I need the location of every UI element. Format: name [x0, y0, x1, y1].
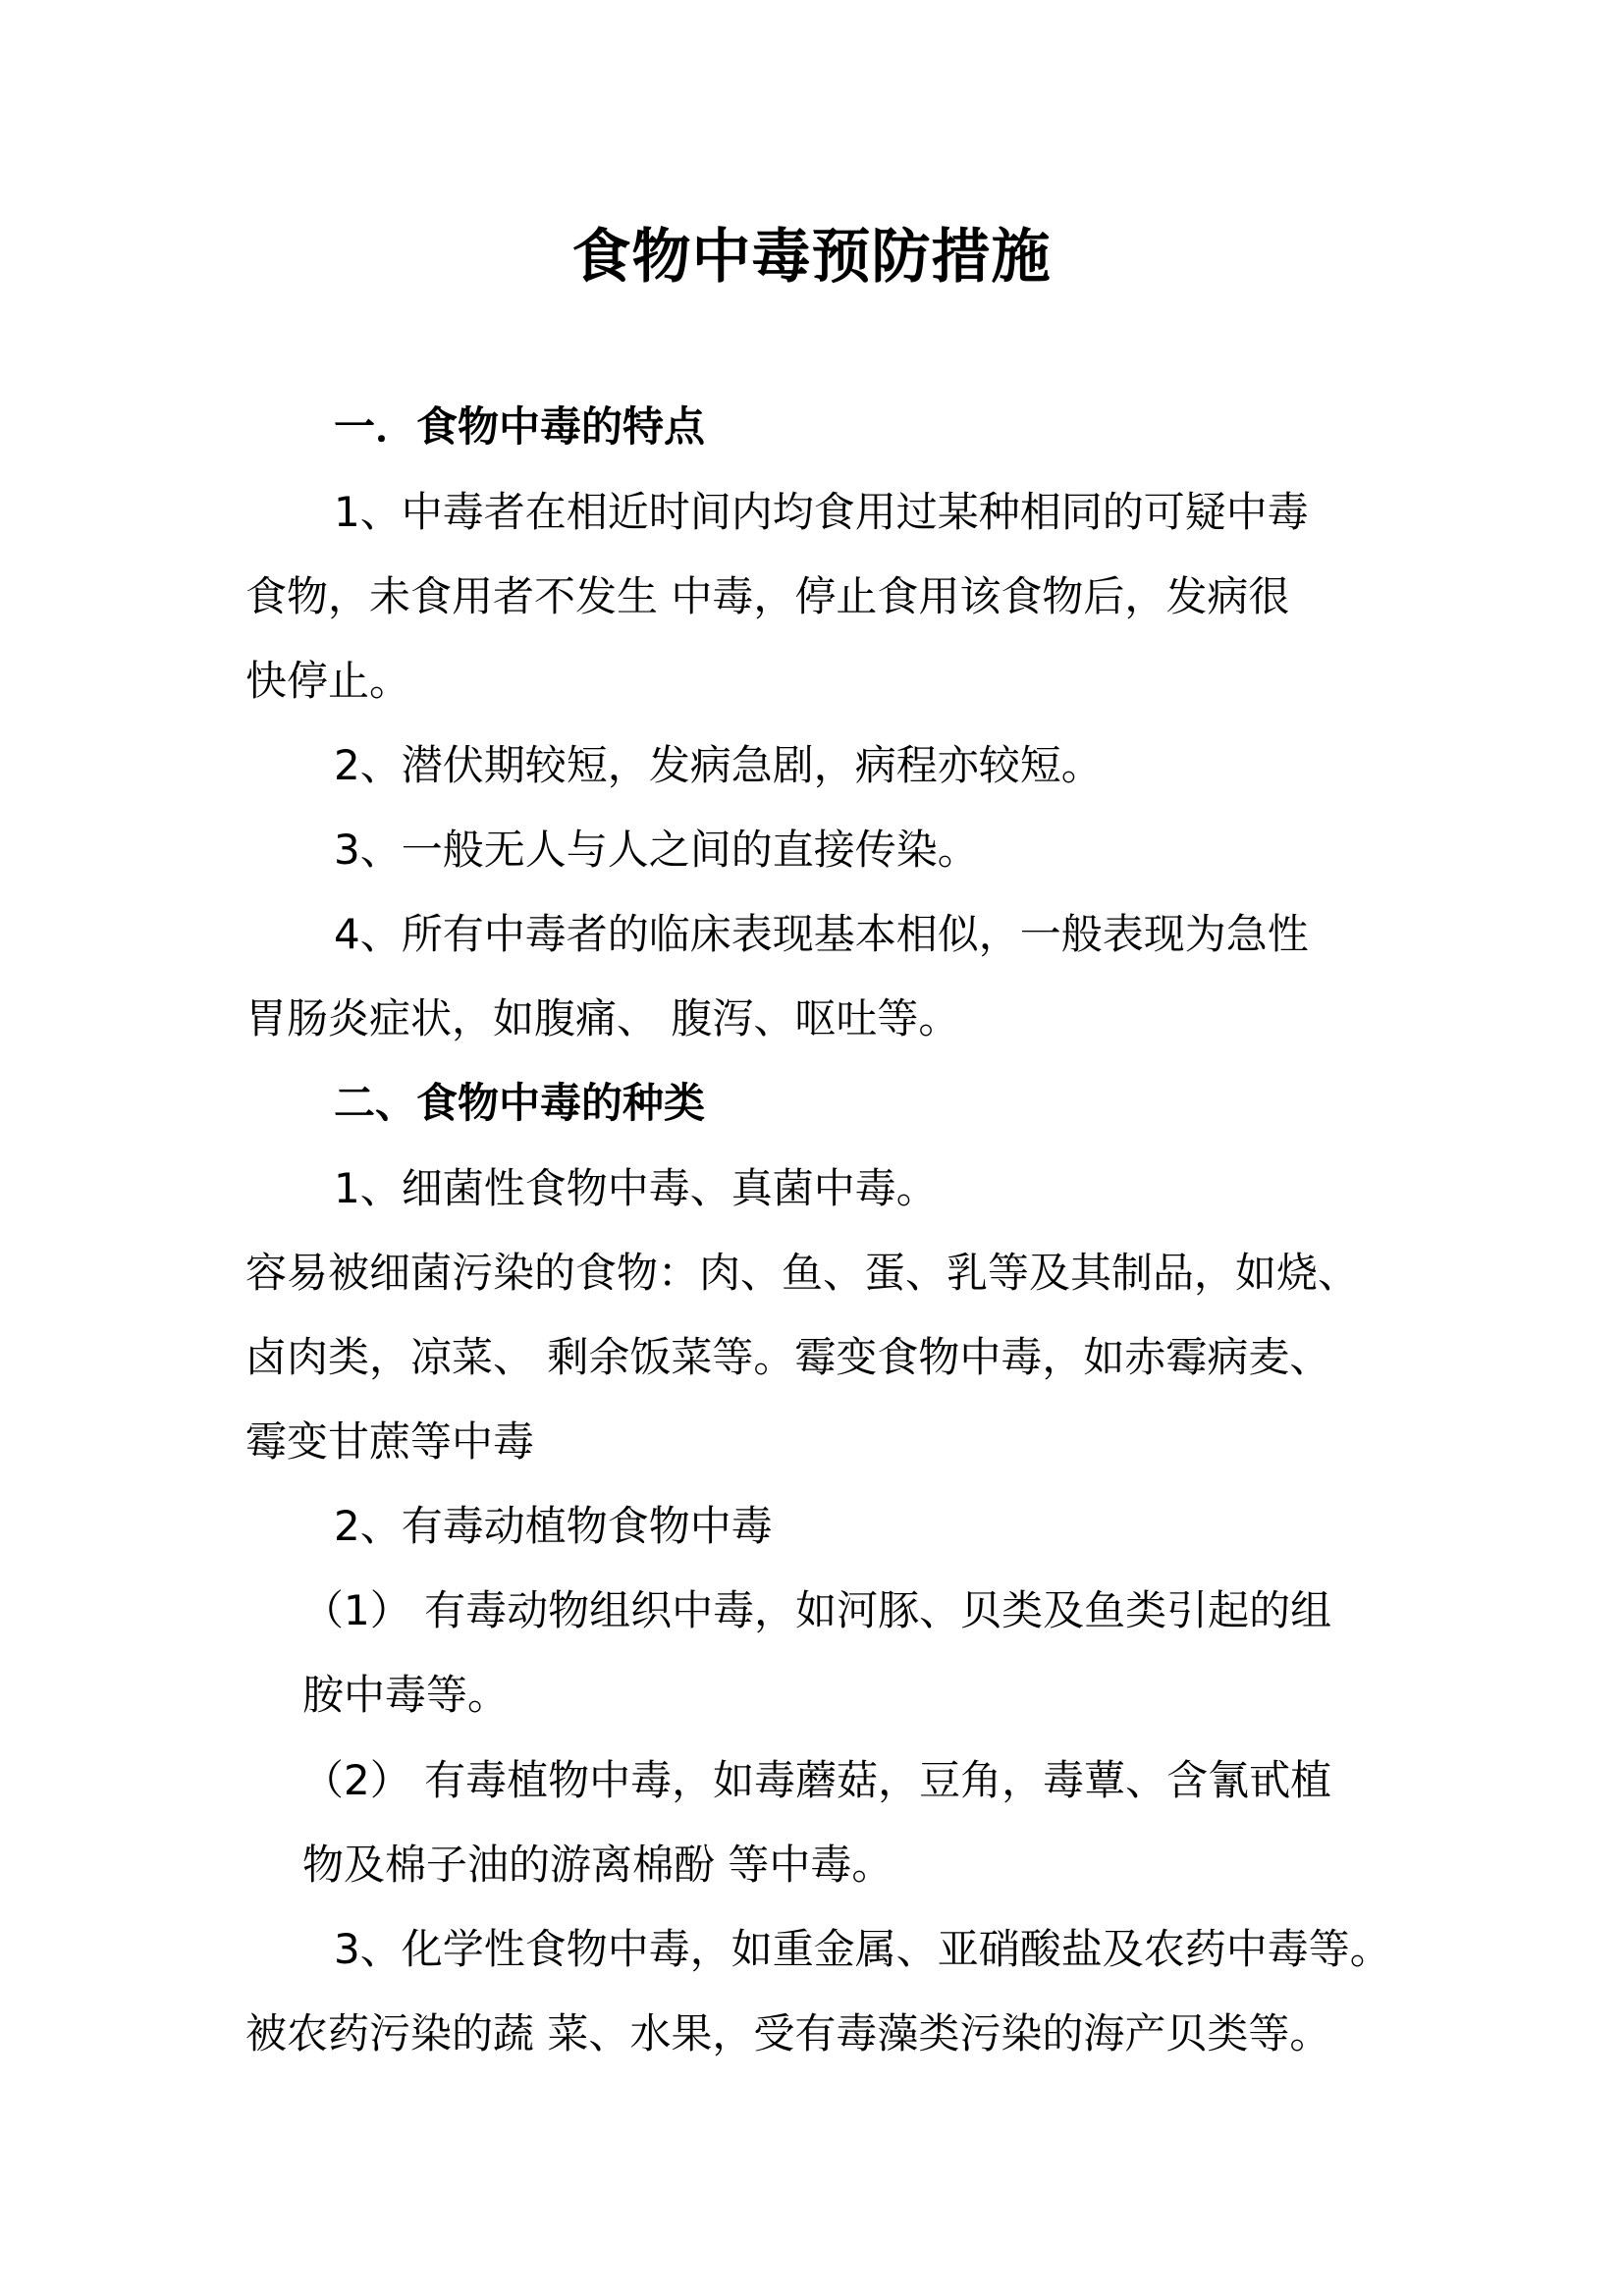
list-item-line: 胺中毒等。: [302, 1671, 510, 1719]
paragraph-line: 3、化学性食物中毒，如重金属、亚硝酸盐及农药中毒等。: [334, 1925, 1391, 1973]
list-item-line: （1） 有毒动物组织中毒，如河豚、贝类及鱼类引起的组: [302, 1586, 1332, 1634]
paragraph-line: 被农药污染的蔬 菜、水果，受有毒藻类污染的海产贝类等。: [245, 2009, 1331, 2057]
paragraph-line: 1、细菌性食物中毒、真菌中毒。: [334, 1164, 938, 1212]
list-item-line: 物及棉子油的游离棉酚 等中毒。: [302, 1841, 893, 1889]
paragraph-line: 2、潜伏期较短，发病急剧，病程亦较短。: [334, 741, 1103, 789]
paragraph-line: 1、中毒者在相近时间内均食用过某种相同的可疑中毒: [334, 488, 1309, 536]
paragraph-line: 2、有毒动植物食物中毒: [334, 1502, 773, 1550]
section-heading-types: 二、食物中毒的种类: [334, 1079, 706, 1127]
paragraph-line: 霉变甘蔗等中毒: [245, 1417, 535, 1466]
list-item-line: （2） 有毒植物中毒，如毒蘑菇，豆角，毒蕈、含氰甙植: [302, 1756, 1332, 1804]
section-heading-characteristics: 一．食物中毒的特点: [334, 402, 706, 451]
paragraph-line: 卤肉类，凉菜、 剩余饭菜等。霉变食物中毒，如赤霉病麦、: [245, 1333, 1331, 1381]
paragraph-line: 快停止。: [245, 657, 411, 705]
paragraph-line: 容易被细菌污染的食物：肉、鱼、蛋、乳等及其制品，如烧、: [245, 1249, 1360, 1297]
paragraph-line: 胃肠炎症状，如腹痛、 腹泻、呕吐等。: [245, 994, 960, 1042]
paragraph-line: 4、所有中毒者的临床表现基本相似，一般表现为急性: [334, 910, 1309, 958]
document-title: 食物中毒预防措施: [571, 223, 1052, 292]
paragraph-line: 食物，未食用者不发生 中毒，停止食用该食物后，发病很: [245, 572, 1290, 620]
paragraph-line: 3、一般无人与人之间的直接传染。: [334, 826, 979, 874]
